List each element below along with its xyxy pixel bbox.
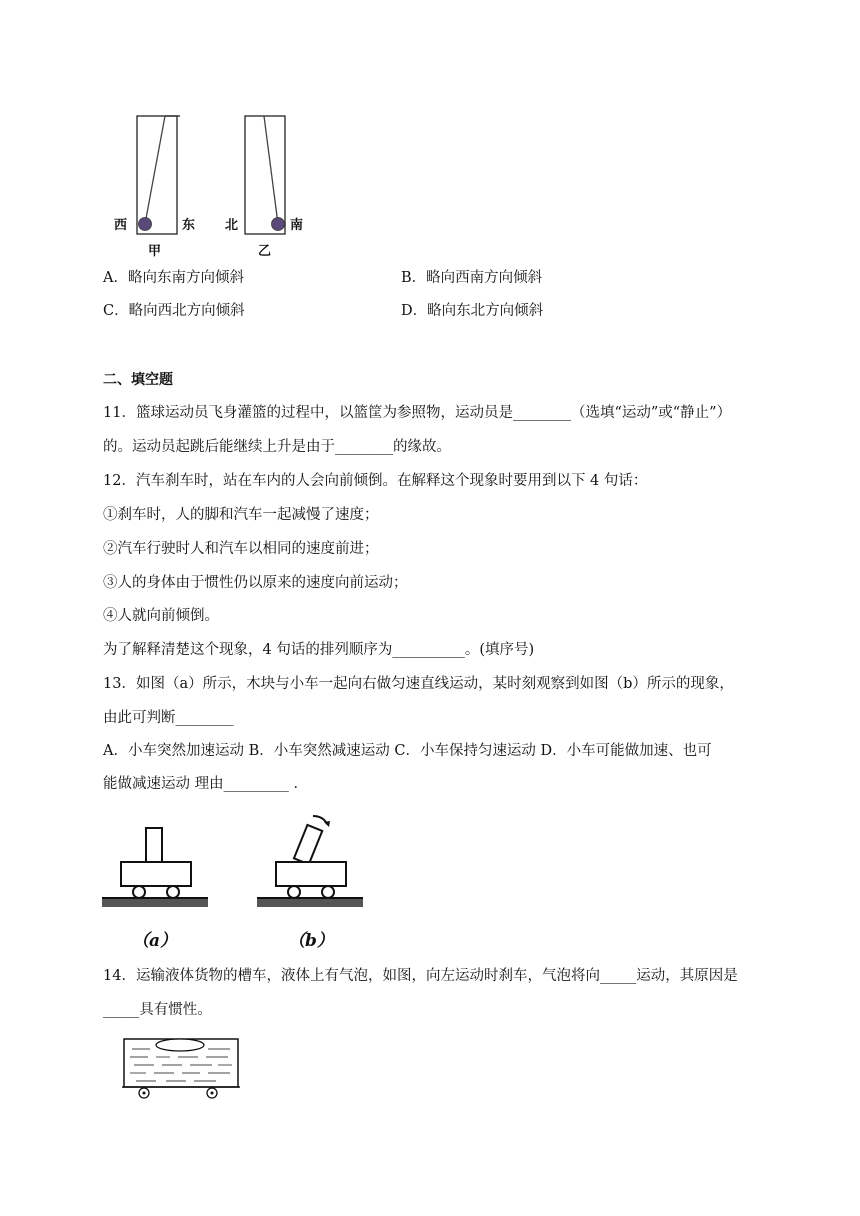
q14-line1: 14．运输液体货物的槽车，液体上有气泡，如图，向左运动时刹车，气泡将向_____运动，其原因是 [103,968,738,984]
section-title: 二、填空题 [103,372,173,388]
q13-options: A．小车突然加速运动 B．小车突然减速运动 C．小车保持匀速运动 D．小车可能做加速、也可 [103,743,712,759]
cart-figure-b [255,810,365,915]
q13-line1: 13．如图（a）所示，木块与小车一起向右做匀速直线运动，某时刻观察到如图（b）所示的现象， [103,676,734,692]
caption-a: （a） [132,931,178,951]
caption-b: （b） [288,931,334,951]
q14-line2: _____具有惯性。 [103,1002,212,1018]
q11-line1: 11．篮球运动员飞身灌篮的过程中，以篮筐为参照物，运动员是________（选填“运动”或“静止”） [103,405,732,421]
cart-figure-a [100,820,210,915]
label-west: 西 [114,218,128,233]
option-a: A．略向东南方向倾斜 [103,270,244,286]
q11-line2: 的。运动员起跳后能继续上升是由于________的缘故。 [103,439,451,455]
q13-line4: 能做减速运动 理由_________ ． [103,776,308,792]
pendulum-figure-yi [242,110,292,240]
q12-s4: ④人就向前倾倒。 [103,608,219,624]
caption-yi: 乙 [258,244,272,259]
q12-s3: ③人的身体由于惯性仍以原来的速度向前运动； [103,575,408,591]
q12-s2: ②汽车行驶时人和汽车以相同的速度前进； [103,541,379,557]
label-south: 南 [290,218,304,233]
q13-line2: 由此可判断________ [103,710,234,726]
q12-s1: ①刹车时，人的脚和汽车一起减慢了速度； [103,507,379,523]
option-d: D．略向东北方向倾斜 [401,303,544,319]
q12-stem: 12．汽车刹车时，站在车内的人会向前倾倒。在解释这个现象时要用到以下 4 句话： [103,473,648,489]
option-c: C．略向西北方向倾斜 [103,303,245,319]
caption-jia: 甲 [148,244,162,259]
label-north: 北 [225,218,239,233]
q12-ask: 为了解释清楚这个现象，4 句话的排列顺序为__________。(填序号) [103,642,535,658]
tank-truck-figure [120,1035,245,1105]
label-east: 东 [182,218,196,233]
option-b: B．略向西南方向倾斜 [401,270,543,286]
